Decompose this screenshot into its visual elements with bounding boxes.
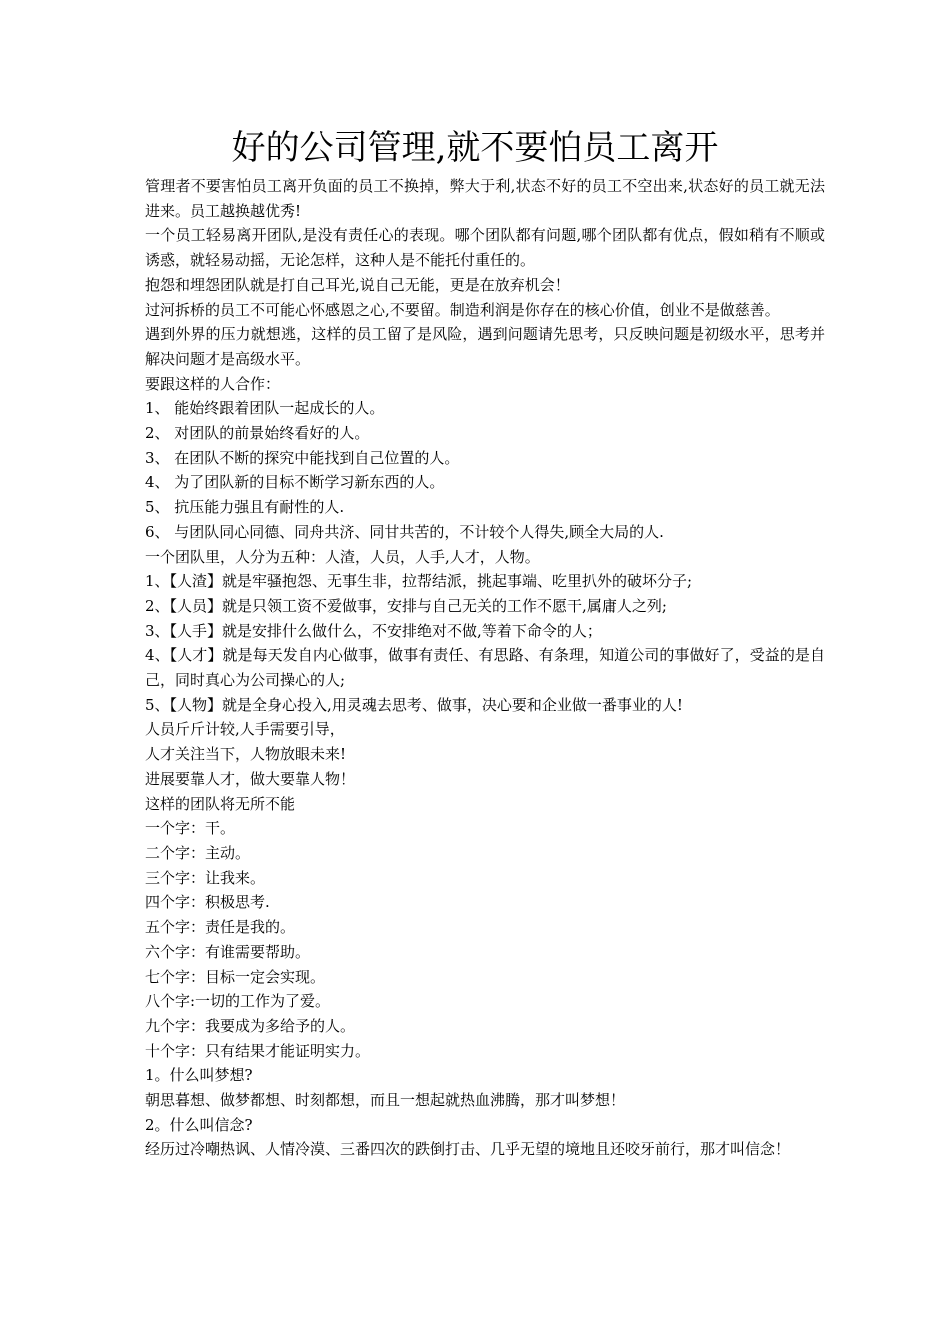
paragraph: 九个字：我要成为多给予的人。 [145,1016,356,1035]
paragraph: 进展要靠人才，做大要靠人物！ [145,769,356,788]
paragraph: 要跟这样的人合作： [145,374,281,393]
paragraph: 十个字：只有结果才能证明实力。 [145,1041,371,1060]
paragraph: 一个字：干。 [145,819,236,838]
paragraph: 六个字：有谁需要帮助。 [145,942,311,961]
paragraph: 6、 与团队同心同德、同舟共济、同甘共苦的，不计较个人得失,顾全大局的人. [145,522,664,541]
paragraph: 2、 对团队的前景始终看好的人。 [145,424,370,443]
paragraph: 三个字：让我来。 [145,868,266,887]
paragraph: 3、【人手】就是安排什么做什么，不安排绝对不做,等着下命令的人； [145,621,602,640]
paragraph: 过河拆桥的员工不可能心怀感恩之心,不要留。制造利润是你存在的核心价值，创业不是做慈善。 [145,300,780,319]
paragraph: 朝思暮想、做梦都想、时刻都想，而且一想起就热血沸腾，那才叫梦想！ [145,1091,626,1110]
paragraph: 1、【人渣】就是牢骚抱怨、无事生非，拉帮结派，挑起事端、吃里扒外的破坏分子; [145,572,693,591]
paragraph: 这样的团队将无所不能 [145,794,296,813]
document-body [145,174,825,1162]
paragraph: 八个字:一切的工作为了爱。 [145,992,331,1011]
paragraph: 人员斤斤计较,人手需要引导， [145,720,345,739]
paragraph: 5、 抗压能力强且有耐性的人. [145,498,345,517]
paragraph: 遇到外界的压力就想逃，这样的员工留了是风险，遇到问题请先思考，只反映问题是初级水平，思考并解决问题才是高级水平。 [145,325,825,368]
paragraph: 四个字：积极思考. [145,893,270,912]
paragraph: 经历过冷嘲热讽、人情冷漠、三番四次的跌倒打击、几乎无望的境地且还咬牙前行，那才叫信念！ [145,1140,791,1159]
paragraph: 一个团队里，人分为五种：人渣，人员，人手,人才，人物。 [145,547,540,566]
paragraph: 七个字：目标一定会实现。 [145,967,326,986]
paragraph: 1、 能始终跟着团队一起成长的人。 [145,399,385,418]
paragraph: 2。什么叫信念? [145,1115,253,1134]
paragraph: 一个员工轻易离开团队,是没有责任心的表现。哪个团队都有问题,哪个团队都有优点，假如稍有不顺或诱惑，就轻易动摇，无论怎样，这种人是不能托付重任的。 [145,226,825,270]
paragraph: 五个字：责任是我的。 [145,918,296,937]
paragraph: 4、 为了团队新的目标不断学习新东西的人。 [145,473,445,492]
page-title: 好的公司管理,就不要怕员工离开 [231,128,719,168]
paragraph: 1。什么叫梦想? [145,1066,253,1085]
paragraph: 管理者不要害怕员工离开负面的员工不换掉，弊大于利,状态不好的员工不空出来,状态好的员工就无法进来。员工越换越优秀! [145,177,825,220]
paragraph: 5、【人物】就是全身心投入,用灵魂去思考、做事，决心要和企业做一番事业的人! [145,695,683,714]
paragraph: 人才关注当下，人物放眼未来! [145,745,347,764]
paragraph: 二个字：主动。 [145,843,251,862]
paragraph: 3、 在团队不断的探究中能找到自己位置的人。 [145,448,460,467]
paragraph: 2、【人员】就是只领工资不爱做事，安排与自己无关的工作不愿干,属庸人之列; [145,596,667,615]
paragraph: 抱怨和埋怨团队就是打自己耳光,说自己无能，更是在放弃机会！ [145,275,570,294]
paragraph: 4、【人才】就是每天发自内心做事，做事有责任、有思路、有条理，知道公司的事做好了，受益的是自己，同时真心为公司操心的人; [145,646,825,690]
